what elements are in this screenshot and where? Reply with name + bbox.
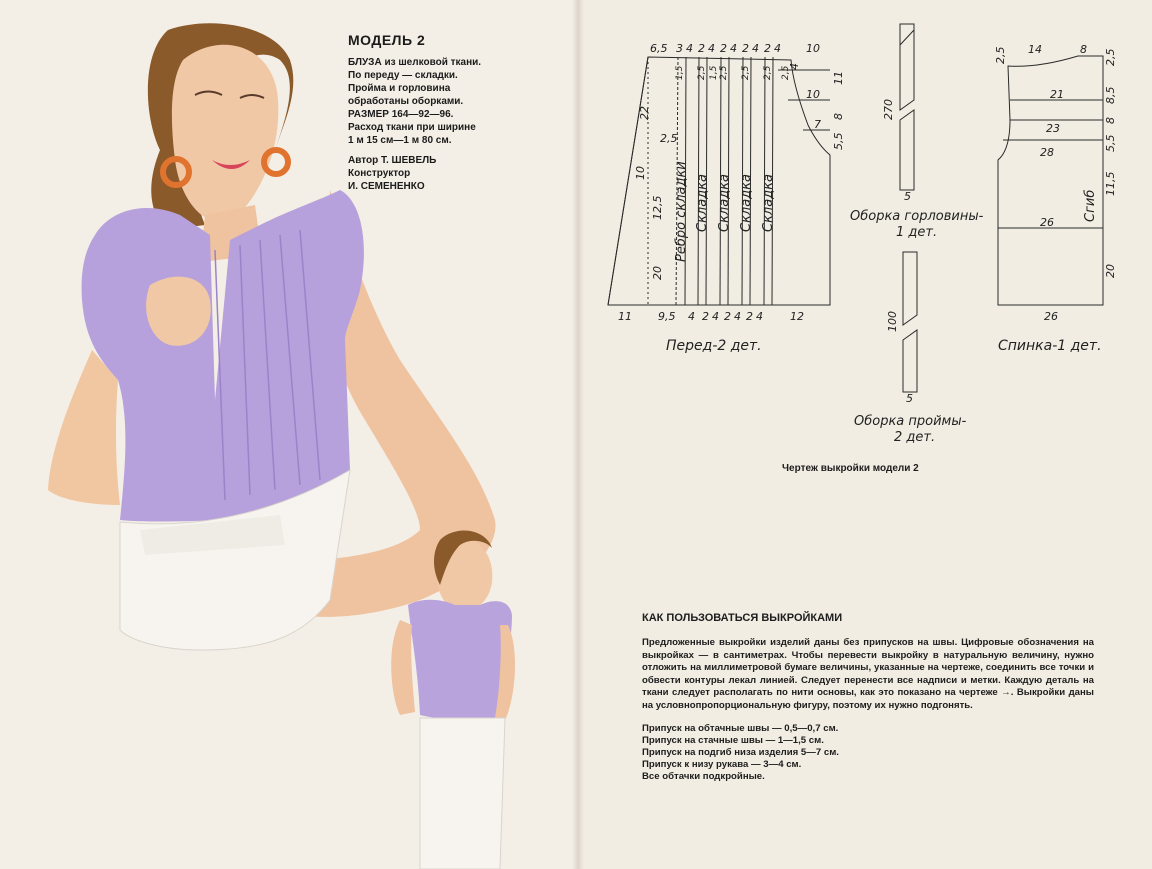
- fold-label: Складка: [739, 173, 754, 232]
- front-top-number: 3: [676, 42, 683, 55]
- front-bottom-number: 4: [756, 310, 763, 323]
- model-constructor: И. СЕМЕНЕНКО: [348, 181, 425, 192]
- allowance-item: Припуск на подгиб низа изделия 5—7 см.: [642, 747, 839, 758]
- front-inner-number: 2,5: [763, 65, 773, 80]
- front-top-number: 10: [806, 42, 820, 55]
- armhole-ruffle-count: 2 дет.: [894, 430, 936, 445]
- fold-label: Складка: [761, 173, 776, 232]
- front-right-number: 10: [806, 88, 820, 101]
- secondary-blouse: [408, 600, 512, 721]
- left-arm: [48, 350, 120, 505]
- front-bottom-number: 12: [790, 310, 804, 323]
- front-top-number: 2: [742, 42, 749, 55]
- front-inner-number: 1,5: [709, 65, 719, 80]
- back-top-number: 8: [1080, 43, 1087, 56]
- instructions-title: КАК ПОЛЬЗОВАТЬСЯ ВЫКРОЙКАМИ: [642, 612, 843, 624]
- neck-ruffle-label: Оборка горловины-: [850, 209, 984, 224]
- front-top-number: 2: [764, 42, 771, 55]
- front-bottom-number: 4: [688, 310, 695, 323]
- model-line: 1 м 15 см—1 м 80 см.: [348, 135, 452, 146]
- front-side-number: 22: [638, 106, 651, 120]
- allowance-item: Припуск к низу рукава — 3—4 см.: [642, 759, 802, 770]
- front-inner-number: 2,5: [719, 65, 729, 80]
- model-credit: Конструктор: [348, 168, 411, 179]
- back-fold-label: Сгиб: [1083, 189, 1098, 222]
- back-width-number: 21: [1050, 88, 1064, 101]
- drawing-caption: Чертеж выкройки модели 2: [782, 463, 919, 474]
- front-top-number: 4: [774, 42, 781, 55]
- front-top-number: 4: [730, 42, 737, 55]
- pattern-drawing: [578, 0, 1152, 460]
- front-side-number: 20: [651, 266, 664, 280]
- armhole-ruffle-length: 100: [886, 311, 899, 332]
- front-bottom-number: 9,5: [658, 310, 676, 323]
- back-right-number: 8: [1104, 117, 1117, 124]
- model-line: БЛУЗА из шелковой ткани.: [348, 57, 482, 68]
- front-top-number: 2: [720, 42, 727, 55]
- neck-ruffle-length: 270: [882, 99, 895, 120]
- front-inner-number: 1,5: [675, 65, 685, 80]
- fold-label: Складка: [695, 173, 710, 232]
- back-right-number: 11,5: [1104, 171, 1117, 196]
- model-title: МОДЕЛЬ 2: [348, 32, 426, 48]
- front-right-number: 4: [788, 63, 801, 70]
- neck-ruffle-pattern: [900, 24, 914, 190]
- neck-ruffle-width: 5: [904, 190, 911, 203]
- front-bottom-number: 11: [618, 310, 632, 323]
- back-right-number: 8,5: [1104, 86, 1117, 104]
- neck-ruffle-count: 1 дет.: [896, 225, 938, 240]
- front-right-number: 8: [832, 113, 845, 120]
- front-inner-number: 2,5: [741, 65, 751, 80]
- allowance-item: Припуск на обтачные швы — 0,5—0,7 см.: [642, 723, 839, 734]
- front-top-number: 2: [698, 42, 705, 55]
- model-line: обработаны оборками.: [348, 96, 464, 107]
- back-top-number: 14: [1028, 43, 1042, 56]
- front-bottom-number: 4: [734, 310, 741, 323]
- back-bottom-number: 26: [1044, 310, 1058, 323]
- front-side-number: 12,5: [651, 195, 664, 220]
- allowances-list: [642, 723, 1094, 783]
- fold-edge-label: Ребро складки: [674, 161, 689, 262]
- front-inner-number: 2,5: [781, 65, 791, 80]
- instructions-paragraph: Предложенные выкройки изделий даны без припусков на швы. Цифровые обозначения на выкройках — в сантиметрах. Чтобы перевести выкройку в натуральную величину, нужно отложить на миллиметровой бумаге величины, указанные на чертеже, соединить все точки и обвести контуры лекал линией. Следует перенести все надписи и метки. Каждую деталь на ткани следует располагать по нити основы, как это показано на чертеже →. Выкройки даны на условнопропорциональную фигуру, поэтому их нужно подгонять.: [642, 637, 1094, 711]
- model-author: Автор Т. ШЕВЕЛЬ: [348, 155, 437, 166]
- back-right-number: 20: [1104, 264, 1117, 278]
- front-side-number: 2,5: [660, 132, 678, 145]
- front-top-number: 4: [752, 42, 759, 55]
- fold-label: Складка: [717, 173, 732, 232]
- back-width-number: 28: [1040, 146, 1054, 159]
- front-bottom-number: 4: [712, 310, 719, 323]
- back-width-number: 23: [1046, 122, 1060, 135]
- model-line: Пройма и горловина: [348, 83, 451, 94]
- armhole-ruffle-label: Оборка проймы-: [854, 414, 967, 429]
- front-top-number: 4: [686, 42, 693, 55]
- back-top-number: 2,5: [1104, 48, 1117, 66]
- back-width-number: 26: [1040, 216, 1054, 229]
- front-right-number: 11: [832, 71, 845, 85]
- model-description: [348, 32, 568, 193]
- face: [172, 45, 278, 222]
- front-bottom-number: 2: [702, 310, 709, 323]
- back-top-number: 2,5: [994, 46, 1007, 64]
- back-right-number: 5,5: [1104, 134, 1117, 152]
- allowance-item: Все обтачки подкройные.: [642, 771, 765, 782]
- front-top-number: 4: [708, 42, 715, 55]
- back-label: Спинка-1 дет.: [998, 338, 1102, 354]
- front-top-number: 6,5: [650, 42, 668, 55]
- instructions: [642, 612, 1094, 783]
- model-size: РАЗМЕР 164—92—96.: [348, 109, 454, 120]
- front-bottom-number: 2: [746, 310, 753, 323]
- allowance-item: Припуск на стачные швы — 1—1,5 см.: [642, 735, 824, 746]
- model-line: Расход ткани при ширине: [348, 122, 476, 133]
- front-side-number: 10: [634, 166, 647, 180]
- hand: [146, 277, 211, 346]
- armhole-ruffle-width: 5: [906, 392, 913, 405]
- front-numbers: [618, 42, 845, 354]
- front-bottom-number: 2: [724, 310, 731, 323]
- front-right-number: 5,5: [832, 132, 845, 150]
- front-label: Перед-2 дет.: [666, 338, 762, 354]
- armhole-ruffle-pattern: [903, 252, 917, 392]
- model-line: По переду — складки.: [348, 70, 458, 81]
- front-inner-number: 2,5: [697, 65, 707, 80]
- front-right-number: 7: [814, 118, 821, 131]
